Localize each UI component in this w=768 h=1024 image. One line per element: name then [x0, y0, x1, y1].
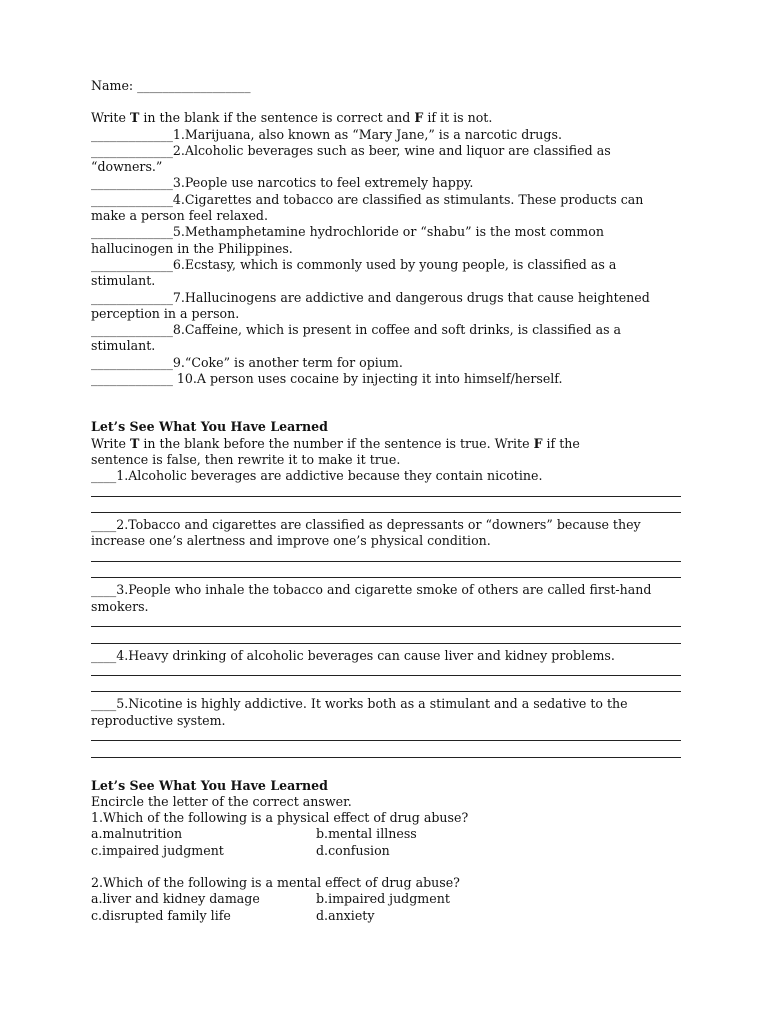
answer-line[interactable] [91, 485, 681, 501]
tf-item-5: _____________5.Methamphetamine hydrochloride or “shabu” is the most common [91, 224, 604, 240]
mc-question-1-text: 1.Which of the following is a physical effect of drug abuse? [91, 810, 469, 826]
tf-item-2-cont: “downers.” [91, 159, 163, 175]
rewrite-item-4 [91, 648, 681, 697]
rewrite-item-2 [91, 517, 681, 582]
answer-line[interactable] [91, 501, 681, 517]
tf-item-9: _____________9.“Coke” is another term for opium. [91, 354, 403, 370]
mc-question-2 [91, 875, 681, 924]
worksheet [91, 78, 681, 924]
mc-q2-option-b[interactable]: b.impaired judgment [316, 891, 450, 907]
tf-item-6-cont: stimulant. [91, 273, 156, 289]
rewrite-item-3-cont: smokers. [91, 598, 149, 614]
tf-item-10: _____________ 10.A person uses cocaine by injecting it into himself/herself. [91, 371, 563, 387]
part2-instruction-line1: Write T in the blank before the number if the sentence is true. Write F if the [91, 435, 580, 451]
part2-instruction-line2: sentence is false, then rewrite it to make it true. [91, 451, 401, 467]
rewrite-item-5-text: ____5.Nicotine is highly addictive. It works both as a stimulant and a sedative to the [91, 696, 628, 712]
answer-line[interactable] [91, 729, 681, 745]
tf-item-5-cont: hallucinogen in the Philippines. [91, 240, 293, 256]
name-line: Name: __________________ [91, 78, 251, 93]
rewrite-item-3 [91, 582, 681, 647]
rewrite-item-3-text: ____3.People who inhale the tobacco and cigarette smoke of others are called first-hand [91, 582, 652, 598]
answer-line[interactable] [91, 664, 681, 680]
tf-item-4: _____________4.Cigarettes and tobacco are classified as stimulants. These products can [91, 191, 644, 207]
tf-item-2: _____________2.Alcoholic beverages such as beer, wine and liquor are classified as [91, 142, 611, 158]
rewrite-item-1 [91, 468, 681, 517]
answer-line[interactable] [91, 631, 681, 647]
mc-q2-option-d[interactable]: d.anxiety [316, 907, 375, 923]
part1-items [91, 127, 681, 388]
rewrite-item-1-text: ____1.Alcoholic beverages are addictive because they contain nicotine. [91, 468, 543, 484]
rewrite-item-5-cont: reproductive system. [91, 712, 226, 728]
mc-question-2-text: 2.Which of the following is a mental effect of drug abuse? [91, 875, 460, 891]
part3-heading: Let’s See What You Have Learned [91, 777, 328, 793]
tf-item-3: _____________3.People use narcotics to feel extremely happy. [91, 175, 474, 191]
rewrite-item-5 [91, 696, 681, 761]
rewrite-item-2-cont: increase one’s alertness and improve one’s physical condition. [91, 533, 491, 549]
tf-item-8-cont: stimulant. [91, 338, 156, 354]
part1-instruction: Write T in the blank if the sentence is correct and F if it is not. [91, 110, 493, 126]
answer-line[interactable] [91, 550, 681, 566]
mc-q2-option-c[interactable]: c.disrupted family life [91, 907, 231, 923]
rewrite-item-2-text: ____2.Tobacco and cigarettes are classified as depressants or “downers” because they [91, 517, 641, 533]
answer-line[interactable] [91, 680, 681, 696]
mc-question-1 [91, 810, 681, 859]
tf-item-4-cont: make a person feel relaxed. [91, 208, 268, 224]
rewrite-item-4-text: ____4.Heavy drinking of alcoholic beverages can cause liver and kidney problems. [91, 647, 615, 663]
tf-item-7: _____________7.Hallucinogens are addictive and dangerous drugs that cause heightened [91, 289, 650, 305]
tf-item-8: _____________8.Caffeine, which is present in coffee and soft drinks, is classified as a [91, 322, 622, 338]
mc-q2-option-a[interactable]: a.liver and kidney damage [91, 891, 260, 907]
part2-heading: Let’s See What You Have Learned [91, 419, 328, 435]
tf-item-1: _____________1.Marijuana, also known as “Mary Jane,” is a narcotic drugs. [91, 126, 562, 142]
mc-q1-option-a[interactable]: a.malnutrition [91, 826, 183, 842]
mc-q1-option-c[interactable]: c.impaired judgment [91, 842, 224, 858]
answer-line[interactable] [91, 745, 681, 761]
mc-q1-option-b[interactable]: b.mental illness [316, 826, 417, 842]
part3-instruction: Encircle the letter of the correct answer. [91, 793, 352, 809]
tf-item-6: _____________6.Ecstasy, which is commonly used by young people, is classified as a [91, 256, 617, 272]
answer-line[interactable] [91, 566, 681, 582]
answer-line[interactable] [91, 615, 681, 631]
mc-q1-option-d[interactable]: d.confusion [316, 842, 390, 858]
tf-item-7-cont: perception in a person. [91, 305, 240, 321]
